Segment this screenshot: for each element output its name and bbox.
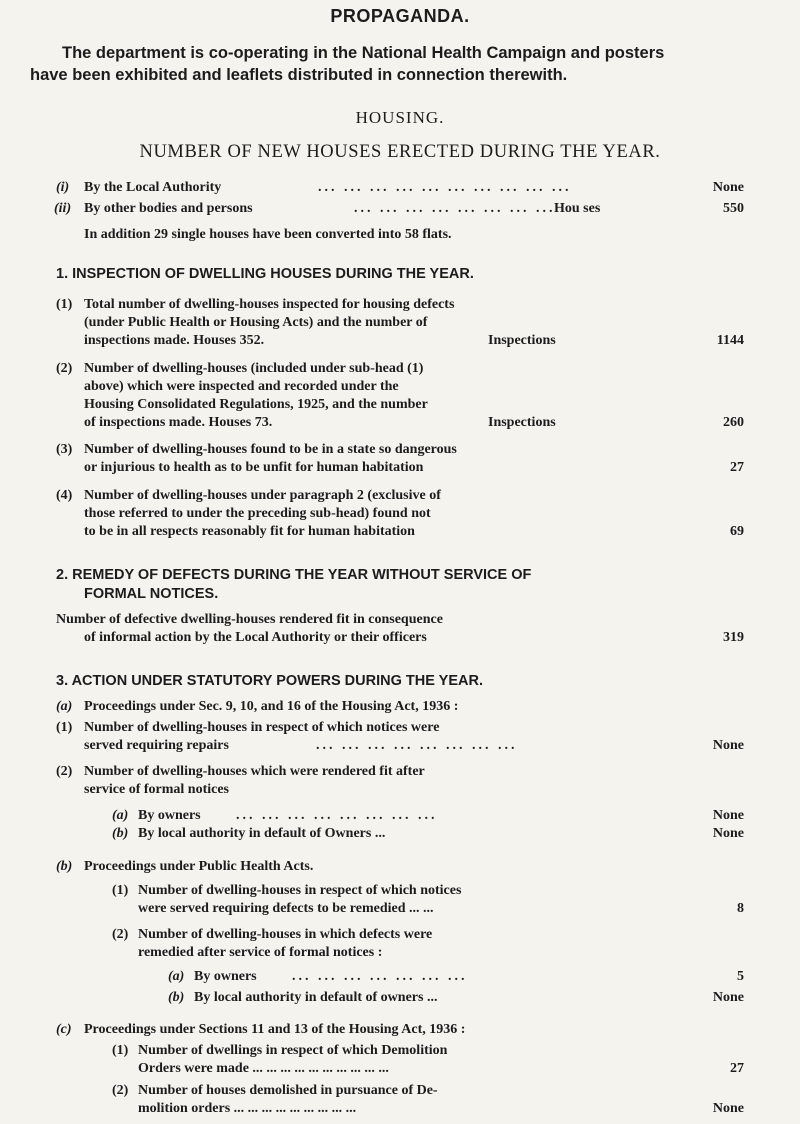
- s3-b2-line1: Number of dwelling-houses in which defects were: [138, 927, 433, 942]
- s3-b2-line2: remedied after service of formal notices :: [138, 945, 383, 960]
- s1-item4-label: (4): [56, 488, 73, 503]
- s3-c1-line2: Orders were made ... ... ... ... ... ... ... ... ... ...: [138, 1061, 389, 1076]
- s1-item1-label: (1): [56, 297, 73, 312]
- new-houses-addition: In addition 29 single houses have been converted into 58 flats.: [84, 227, 452, 242]
- s3-a2-owners-label: (a): [112, 808, 129, 823]
- s1-item3-label: (3): [56, 442, 73, 457]
- s1-item1-line2: (under Public Health or Housing Acts) and the number of: [84, 315, 428, 330]
- s3-a2-owners-text: By owners: [138, 808, 201, 823]
- propaganda-line-1: The department is co-operating in the National Health Campaign and posters: [62, 44, 665, 62]
- s3-b2-owners-dots: ... ... ... ... ... ... ...: [292, 969, 468, 984]
- s1-item4-value: 69: [730, 524, 744, 539]
- new-houses-ii-text: By other bodies and persons: [84, 201, 253, 216]
- s3-b1-line2: were served requiring defects to be remedied ... ...: [138, 901, 434, 916]
- s3-a-text: Proceedings under Sec. 9, 10, and 16 of the Housing Act, 1936 :: [84, 699, 459, 714]
- s3-a2-la-label: (b): [112, 826, 129, 841]
- s3-b2-owners-value: 5: [737, 969, 744, 984]
- s3-a1-label: (1): [56, 720, 73, 735]
- s3-c2-line1: Number of houses demolished in pursuance of De-: [138, 1083, 438, 1098]
- s3-c-label: (c): [56, 1022, 72, 1037]
- s3-b2-la-label: (b): [168, 990, 185, 1005]
- s1-item3-value: 27: [730, 460, 744, 475]
- s3-b2-la-value: None: [712, 990, 744, 1005]
- s2-value: 319: [723, 630, 744, 645]
- s1-item1-line3b: Inspections: [488, 333, 556, 348]
- heading-housing: HOUSING.: [355, 108, 445, 127]
- s3-b2-la-text: By local authority in default of owners ...: [194, 990, 438, 1005]
- new-houses-ii-label: (ii): [54, 201, 72, 216]
- s3-a1-value: None: [712, 738, 744, 753]
- s3-c1-label: (1): [112, 1043, 129, 1058]
- s2-line1: Number of defective dwelling-houses rendered fit in consequence: [56, 612, 443, 627]
- s3-a2-la-value: None: [712, 826, 744, 841]
- s3-b2-label: (2): [112, 927, 129, 942]
- s1-item1-value: 1144: [716, 333, 744, 348]
- s3-c1-line1: Number of dwellings in respect of which Demolition: [138, 1043, 448, 1058]
- s3-a2-owners-dots: ... ... ... ... ... ... ... ...: [236, 808, 438, 823]
- s1-item2-line3: Housing Consolidated Regulations, 1925, and the number: [84, 397, 428, 412]
- s1-item2-line1: Number of dwelling-houses (included under sub-head (1): [84, 361, 424, 376]
- s3-a1-dots: ... ... ... ... ... ... ... ...: [316, 738, 518, 753]
- s3-a1-line2: served requiring repairs: [84, 738, 229, 753]
- propaganda-line-2: have been exhibited and leaflets distributed in connection therewith.: [30, 66, 568, 84]
- s3-c2-line2: molition orders ... ... ... ... ... ... ... ... ...: [138, 1101, 357, 1116]
- s1-item3-line2: or injurious to health as to be unfit for human habitation: [84, 460, 424, 475]
- s1-item4-line1: Number of dwelling-houses under paragraph 2 (exclusive of: [84, 488, 441, 503]
- s3-b1-line1: Number of dwelling-houses in respect of which notices: [138, 883, 462, 898]
- new-houses-ii-unit: Hou ses: [554, 201, 601, 216]
- new-houses-i-dots: ... ... ... ... ... ... ... ... ... ...: [318, 180, 572, 195]
- new-houses-ii-value: 550: [723, 201, 744, 216]
- section-2-title-line1: 2. REMEDY OF DEFECTS DURING THE YEAR WITHOUT SERVICE OF: [56, 567, 532, 583]
- s3-b-text: Proceedings under Public Health Acts.: [84, 859, 314, 874]
- s3-b-label: (b): [56, 859, 73, 874]
- s1-item3-line1: Number of dwelling-houses found to be in a state so dangerous: [84, 442, 457, 457]
- s3-a1-line1: Number of dwelling-houses in respect of which notices were: [84, 720, 440, 735]
- s3-a2-la-text: By local authority in default of Owners ...: [138, 826, 386, 841]
- s3-c-text: Proceedings under Sections 11 and 13 of the Housing Act, 1936 :: [84, 1022, 466, 1037]
- heading-propaganda: PROPAGANDA.: [330, 6, 470, 26]
- new-houses-i-label: (i): [56, 180, 70, 195]
- s3-a2-owners-value: None: [712, 808, 744, 823]
- s3-c1-value: 27: [730, 1061, 744, 1076]
- s3-c2-label: (2): [112, 1083, 129, 1098]
- section-1-title: 1. INSPECTION OF DWELLING HOUSES DURING THE YEAR.: [56, 266, 474, 282]
- s1-item1-line1: Total number of dwelling-houses inspected for housing defects: [84, 297, 455, 312]
- s3-b2-owners-text: By owners: [194, 969, 257, 984]
- s1-item4-line3: to be in all respects reasonably fit for human habitation: [84, 524, 415, 539]
- s1-item2-line4: of inspections made. Houses 73.: [84, 415, 273, 430]
- new-houses-ii-dots: ... ... ... ... ... ... ... ...: [354, 201, 556, 216]
- s3-b1-value: 8: [737, 901, 744, 916]
- s3-b2-owners-label: (a): [168, 969, 185, 984]
- s1-item2-value: 260: [723, 415, 744, 430]
- s1-item2-line2: above) which were inspected and recorded under the: [84, 379, 399, 394]
- s3-b1-label: (1): [112, 883, 129, 898]
- heading-new-houses: NUMBER OF NEW HOUSES ERECTED DURING THE YEAR.: [139, 142, 661, 162]
- s1-item2-line4b: Inspections: [488, 415, 556, 430]
- new-houses-i-value: None: [712, 180, 744, 195]
- section-2-title-line2: FORMAL NOTICES.: [84, 586, 219, 602]
- s3-c2-value: None: [712, 1101, 744, 1116]
- s3-a2-line1: Number of dwelling-houses which were rendered fit after: [84, 764, 425, 779]
- s3-a2-label: (2): [56, 764, 73, 779]
- s1-item2-label: (2): [56, 361, 73, 376]
- new-houses-i-text: By the Local Authority: [84, 180, 222, 195]
- s1-item1-line3: inspections made. Houses 352.: [84, 333, 265, 348]
- s3-a2-line2: service of formal notices: [84, 782, 229, 797]
- s2-line2: of informal action by the Local Authority or their officers: [84, 630, 427, 645]
- s1-item4-line2: those referred to under the preceding sub-head) found not: [84, 506, 431, 521]
- section-3-title: 3. ACTION UNDER STATUTORY POWERS DURING THE YEAR.: [56, 673, 483, 689]
- s3-a-label: (a): [56, 699, 73, 714]
